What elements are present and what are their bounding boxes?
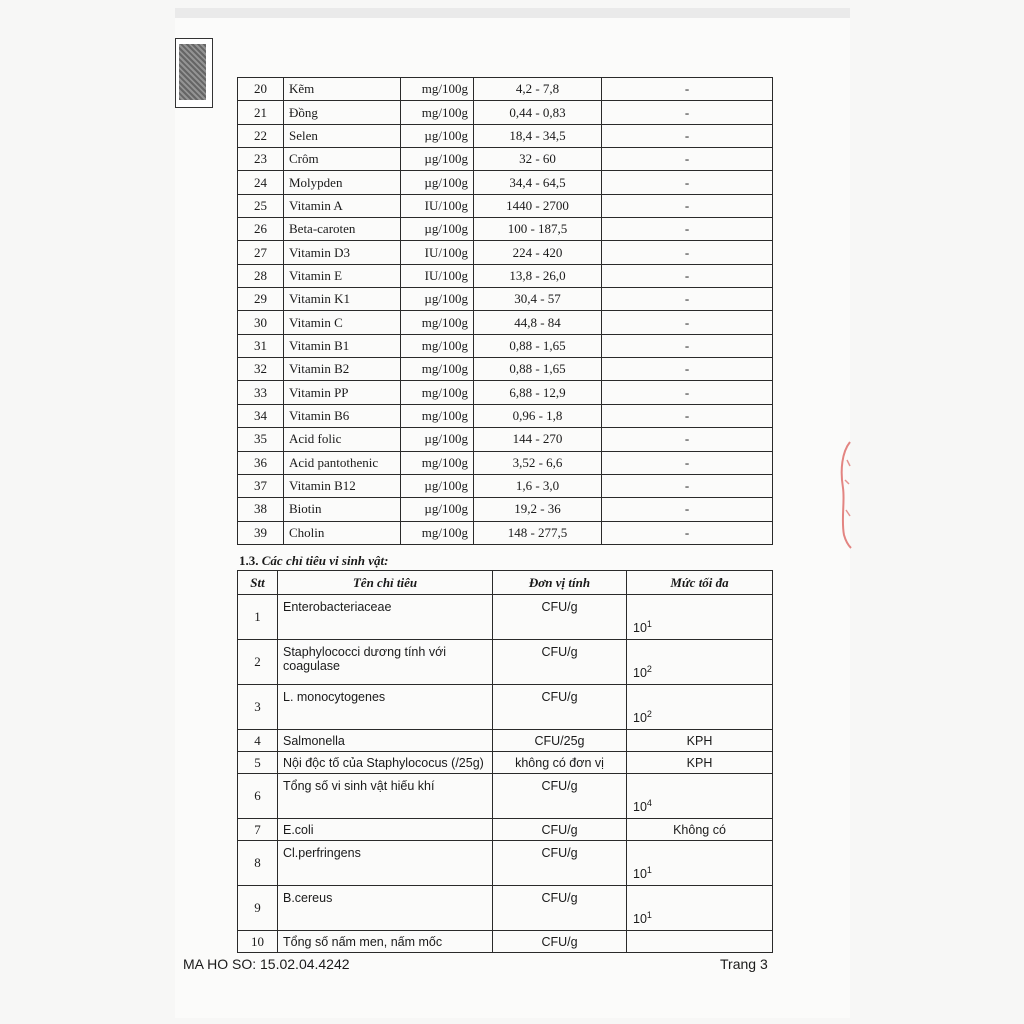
nutrient-unit: IU/100g [401,241,474,264]
nutrient-max: - [602,311,773,334]
table-row [238,521,773,544]
nutrient-max: - [602,194,773,217]
nutrient-name: Vitamin B6 [284,404,401,427]
nutrient-range: 32 - 60 [474,148,602,171]
row-number: 27 [238,241,284,264]
table-row [238,358,773,381]
criterion-unit: không có đơn vị [493,752,627,774]
limit-base: 10 [633,711,647,725]
criterion-unit: CFU/25g [493,730,627,752]
criterion-unit: CFU/g [493,841,627,886]
nutrient-unit: IU/100g [401,264,474,287]
criterion-max [627,595,773,640]
nutrient-range: 1,6 - 3,0 [474,474,602,497]
criterion-max [627,685,773,730]
nutrient-name: Cholin [284,521,401,544]
limit-base: 10 [633,621,647,635]
row-number: 33 [238,381,284,404]
nutrient-range: 144 - 270 [474,428,602,451]
table-row [238,218,773,241]
criterion-unit: CFU/g [493,640,627,685]
criterion-name: Tổng số vi sinh vật hiếu khí [278,774,493,819]
table-row [238,595,773,640]
limit-base: 10 [633,912,647,926]
table-row [238,78,773,101]
nutrient-range: 3,52 - 6,6 [474,451,602,474]
nutrient-max: - [602,334,773,357]
nutrient-range: 30,4 - 57 [474,288,602,311]
nutrient-unit: IU/100g [401,194,474,217]
nutrient-unit: mg/100g [401,311,474,334]
row-number: 9 [238,886,278,931]
nutrient-unit: µg/100g [401,428,474,451]
table-row [238,264,773,287]
nutrient-range: 148 - 277,5 [474,521,602,544]
criterion-name: B.cereus [278,886,493,931]
table-row [238,381,773,404]
row-number: 24 [238,171,284,194]
header-max: Mức tối đa [627,571,773,595]
table-row [238,685,773,730]
nutrient-max: - [602,428,773,451]
table-row [238,101,773,124]
nutrient-name: Vitamin D3 [284,241,401,264]
row-number: 25 [238,194,284,217]
table-header-row [238,571,773,595]
row-number: 29 [238,288,284,311]
nutrient-max: - [602,404,773,427]
criterion-max [627,841,773,886]
nutrient-unit: µg/100g [401,171,474,194]
limit-exponent: 2 [646,708,652,719]
nutrient-name: Crôm [284,148,401,171]
nutrient-max: - [602,218,773,241]
row-number: 5 [238,752,278,774]
nutrient-name: Vitamin K1 [284,288,401,311]
criterion-name: Staphylococci dương tính với coagulase [278,640,493,685]
limit-exponent: 1 [646,864,652,875]
nutrient-max: - [602,288,773,311]
nutrient-name: Beta-caroten [284,218,401,241]
limit-base: 10 [633,666,647,680]
table-row [238,171,773,194]
nutrient-max: - [602,78,773,101]
nutrient-max: - [602,171,773,194]
nutrient-max: - [602,498,773,521]
criterion-max [627,640,773,685]
nutrient-range: 6,88 - 12,9 [474,381,602,404]
scan-top-band [175,8,850,18]
limit-text: Không có [673,822,726,837]
nutrient-range: 0,88 - 1,65 [474,358,602,381]
table-row [238,148,773,171]
row-number: 4 [238,730,278,752]
nutrient-name: Vitamin PP [284,381,401,404]
row-number: 21 [238,101,284,124]
criterion-unit: CFU/g [493,819,627,841]
table-row [238,474,773,497]
nutrient-table [237,77,773,545]
nutrient-name: Đồng [284,101,401,124]
row-number: 22 [238,124,284,147]
nutrient-range: 44,8 - 84 [474,311,602,334]
row-number: 26 [238,218,284,241]
section-number: 1.3. [239,553,259,568]
row-number: 30 [238,311,284,334]
nutrient-range: 18,4 - 34,5 [474,124,602,147]
nutrient-max: - [602,358,773,381]
criterion-max [627,819,773,841]
nutrient-unit: mg/100g [401,381,474,404]
criterion-name: Salmonella [278,730,493,752]
table-row [238,451,773,474]
nutrient-unit: mg/100g [401,101,474,124]
criterion-max [627,730,773,752]
nutrient-range: 13,8 - 26,0 [474,264,602,287]
document-code: MA HO SO: 15.02.04.4242 [183,956,350,972]
nutrient-unit: µg/100g [401,498,474,521]
nutrient-unit: µg/100g [401,288,474,311]
limit-text: KPH [686,755,713,770]
limit-exponent: 1 [646,618,652,629]
criterion-unit: CFU/g [493,685,627,730]
row-number: 28 [238,264,284,287]
limit-exponent: 4 [646,797,652,808]
criterion-max [627,931,773,953]
limit-text: KPH [686,733,713,748]
criterion-max [627,774,773,819]
row-number: 2 [238,640,278,685]
row-number: 39 [238,521,284,544]
row-number: 1 [238,595,278,640]
nutrient-range: 19,2 - 36 [474,498,602,521]
table-row [238,819,773,841]
criterion-name: Enterobacteriaceae [278,595,493,640]
nutrient-range: 0,88 - 1,65 [474,334,602,357]
nutrient-range: 224 - 420 [474,241,602,264]
table-row [238,640,773,685]
nutrient-range: 1440 - 2700 [474,194,602,217]
nutrient-name: Kẽm [284,78,401,101]
table-row [238,774,773,819]
table-row [238,404,773,427]
row-number: 37 [238,474,284,497]
nutrient-max: - [602,101,773,124]
nutrient-unit: µg/100g [401,148,474,171]
header-stt: Stt [238,571,278,595]
row-number: 8 [238,841,278,886]
nutrient-unit: µg/100g [401,124,474,147]
table-row [238,752,773,774]
nutrient-max: - [602,451,773,474]
table-row [238,428,773,451]
nutrient-max: - [602,241,773,264]
row-number: 35 [238,428,284,451]
nutrient-unit: mg/100g [401,521,474,544]
nutrient-range: 4,2 - 7,8 [474,78,602,101]
row-number: 34 [238,404,284,427]
microbiology-table [237,570,773,953]
row-number: 23 [238,148,284,171]
nutrient-name: Vitamin B2 [284,358,401,381]
nutrient-max: - [602,264,773,287]
criterion-unit: CFU/g [493,886,627,931]
nutrient-range: 0,44 - 0,83 [474,101,602,124]
nutrient-name: Vitamin C [284,311,401,334]
table-row [238,886,773,931]
criterion-unit: CFU/g [493,774,627,819]
limit-base: 10 [633,867,647,881]
row-number: 7 [238,819,278,841]
nutrient-unit: mg/100g [401,334,474,357]
nutrient-unit: µg/100g [401,218,474,241]
nutrient-max: - [602,148,773,171]
table-row [238,124,773,147]
criterion-name: Tổng số nấm men, nấm mốc [278,931,493,953]
corner-stamp [175,38,213,108]
limit-base: 10 [633,800,647,814]
nutrient-name: Vitamin B12 [284,474,401,497]
row-number: 10 [238,931,278,953]
red-seal-fragment [838,440,852,550]
nutrient-name: Selen [284,124,401,147]
row-number: 6 [238,774,278,819]
table-row [238,498,773,521]
nutrient-max: - [602,124,773,147]
nutrient-range: 0,96 - 1,8 [474,404,602,427]
criterion-max [627,752,773,774]
table-row [238,730,773,752]
page-number: Trang 3 [720,956,768,972]
nutrient-name: Acid pantothenic [284,451,401,474]
nutrient-max: - [602,474,773,497]
table-row [238,288,773,311]
nutrient-name: Acid folic [284,428,401,451]
row-number: 32 [238,358,284,381]
nutrient-max: - [602,381,773,404]
table-row [238,334,773,357]
nutrient-max: - [602,521,773,544]
criterion-unit: CFU/g [493,931,627,953]
nutrient-unit: µg/100g [401,474,474,497]
criterion-name: Cl.perfringens [278,841,493,886]
nutrient-name: Molypden [284,171,401,194]
section-heading: Các chỉ tiêu vi sinh vật: [261,553,389,568]
nutrient-unit: mg/100g [401,358,474,381]
header-name: Tên chỉ tiêu [278,571,493,595]
table-row [238,311,773,334]
nutrient-name: Biotin [284,498,401,521]
nutrient-name: Vitamin E [284,264,401,287]
table-row [238,931,773,953]
nutrient-range: 100 - 187,5 [474,218,602,241]
table-row [238,241,773,264]
criterion-name: Nội độc tố của Staphylococus (/25g) [278,752,493,774]
row-number: 31 [238,334,284,357]
table-row [238,194,773,217]
row-number: 36 [238,451,284,474]
criterion-max [627,886,773,931]
row-number: 3 [238,685,278,730]
row-number: 38 [238,498,284,521]
nutrient-name: Vitamin B1 [284,334,401,357]
nutrient-unit: mg/100g [401,451,474,474]
row-number: 20 [238,78,284,101]
limit-exponent: 1 [646,909,652,920]
table-row [238,841,773,886]
criterion-name: L. monocytogenes [278,685,493,730]
nutrient-unit: mg/100g [401,78,474,101]
limit-exponent: 2 [646,663,652,674]
criterion-name: E.coli [278,819,493,841]
header-unit: Đơn vị tính [493,571,627,595]
nutrient-name: Vitamin A [284,194,401,217]
criterion-unit: CFU/g [493,595,627,640]
nutrient-range: 34,4 - 64,5 [474,171,602,194]
micro-section-title [239,553,389,569]
nutrient-unit: mg/100g [401,404,474,427]
